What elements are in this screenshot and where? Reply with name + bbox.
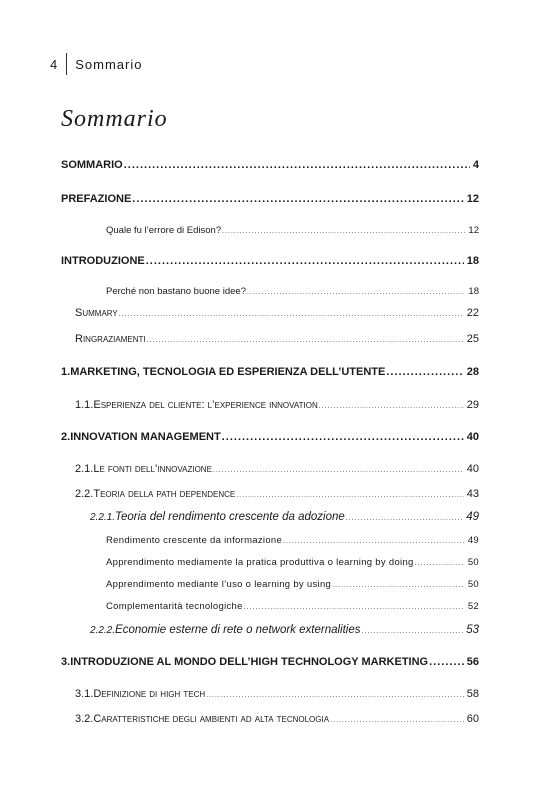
toc-entry-rendimento-informazione[interactable]: Rendimento crescente da informazione ..... 49 bbox=[106, 535, 479, 546]
toc-page-number: 29 bbox=[466, 399, 479, 411]
dot-leader bbox=[146, 255, 464, 267]
dot-leader bbox=[283, 538, 465, 545]
dot-leader bbox=[330, 717, 464, 724]
toc-entry-introduzione[interactable]: INTRODUZIONE ..... 18 bbox=[61, 255, 479, 267]
dot-leader bbox=[247, 289, 465, 296]
toc-entry-section-3-1[interactable]: 3.1. Definizione di high tech ..... 58 bbox=[75, 688, 479, 700]
toc-number: 2.2.2. bbox=[90, 625, 116, 636]
toc-entry-learning-by-using[interactable]: Apprendimento mediante l’uso o learning by using ..... 50 bbox=[106, 579, 479, 590]
toc-entry-section-2-2-1[interactable]: 2.2.1. Teoria del rendimento crescente da adozione ..... 49 bbox=[90, 511, 479, 523]
toc-page-number: 53 bbox=[466, 624, 479, 636]
toc-page-number: 12 bbox=[466, 193, 479, 205]
dot-leader bbox=[319, 403, 464, 410]
toc-entry-chapter-3[interactable]: 3. INTRODUZIONE AL MONDO DELL’HIGH TECHNOLOGY MARKETING ..... 56 bbox=[61, 656, 479, 668]
toc-number: 3.2. bbox=[75, 713, 94, 725]
toc-page-number: 52 bbox=[467, 601, 479, 612]
toc-entry-summary[interactable]: Summary ..... 22 bbox=[75, 307, 479, 319]
dot-leader bbox=[332, 582, 465, 589]
toc-page-number: 40 bbox=[466, 463, 479, 475]
toc-entry-prefazione[interactable]: PREFAZIONE ..... 12 bbox=[61, 193, 479, 205]
toc-page-number: 50 bbox=[467, 557, 479, 568]
toc-number: 3. bbox=[61, 656, 71, 668]
running-header-title: Sommario bbox=[75, 56, 143, 72]
page-number: 4 bbox=[50, 56, 59, 72]
toc-page-number: 25 bbox=[466, 333, 479, 345]
toc-entry-chapter-2[interactable]: 2. INNOVATION MANAGEMENT ..... 40 bbox=[61, 431, 479, 443]
dot-leader bbox=[386, 366, 463, 378]
dot-leader bbox=[222, 228, 465, 235]
toc-number: 2.2.1. bbox=[90, 512, 116, 523]
toc-page-number: 58 bbox=[466, 688, 479, 700]
toc-entry-section-1-1[interactable]: 1.1. Esperienza del cliente: l’experience innovation ..... 29 bbox=[75, 399, 479, 411]
toc-number: 2.2. bbox=[75, 488, 94, 500]
toc-page-number: 56 bbox=[466, 656, 479, 668]
toc-number: 1.1. bbox=[75, 399, 94, 411]
toc-page-number: 40 bbox=[466, 431, 479, 443]
toc-page-number: 60 bbox=[466, 713, 479, 725]
toc-number: 1. bbox=[61, 366, 71, 378]
toc-entry-section-3-2[interactable]: 3.2. Caratteristiche degli ambienti ad alta tecnologia ..... 60 bbox=[75, 713, 479, 725]
dot-leader bbox=[147, 337, 464, 344]
page-title: Sommario bbox=[61, 106, 168, 132]
dot-leader bbox=[236, 492, 464, 499]
dot-leader bbox=[206, 692, 464, 699]
toc-page-number: 50 bbox=[467, 579, 479, 590]
toc-page-number: 18 bbox=[466, 255, 479, 267]
toc-entry-ringraziamenti[interactable]: Ringraziamenti ..... 25 bbox=[75, 333, 479, 345]
dot-leader bbox=[415, 560, 465, 567]
toc-page-number: 4 bbox=[472, 159, 479, 171]
toc-page-number: 12 bbox=[468, 225, 479, 236]
toc-page-number: 43 bbox=[466, 488, 479, 500]
toc-entry-complementarita[interactable]: Complementarità tecnologiche ..... 52 bbox=[106, 601, 479, 612]
toc-number: 3.1. bbox=[75, 688, 94, 700]
toc-entry-learning-by-doing[interactable]: Apprendimento mediamente la pratica produttiva o learning by doing ..... 50 bbox=[106, 557, 479, 568]
dot-leader bbox=[429, 656, 464, 668]
dot-leader bbox=[222, 431, 464, 443]
toc-page-number: 28 bbox=[466, 366, 479, 378]
toc-entry-sommario[interactable]: SOMMARIO ..... 4 bbox=[61, 159, 479, 171]
toc-entry-section-2-1[interactable]: 2.1. Le fonti dell’innovazione ..... 40 bbox=[75, 463, 479, 475]
dot-leader bbox=[119, 311, 464, 318]
dot-leader bbox=[362, 628, 464, 635]
toc-entry-section-2-2[interactable]: 2.2. Teoria della path dependence ..... 43 bbox=[75, 488, 479, 500]
toc-page-number: 22 bbox=[466, 307, 479, 319]
dot-leader bbox=[213, 467, 464, 474]
dot-leader bbox=[244, 604, 465, 611]
toc-entry-errore-edison[interactable]: Quale fu l’errore di Edison? ..... 12 bbox=[106, 225, 479, 236]
toc-entry-chapter-1[interactable]: 1. MARKETING, TECNOLOGIA ED ESPERIENZA DELL’UTENTE ..... 28 bbox=[61, 366, 479, 378]
dot-leader bbox=[346, 515, 463, 522]
toc-page-number: 49 bbox=[466, 511, 479, 523]
toc-entry-buone-idee[interactable]: Perché non bastano buone idee? ..... 18 bbox=[106, 286, 479, 297]
dot-leader bbox=[124, 159, 470, 171]
toc-page-number: 18 bbox=[468, 286, 479, 297]
toc-page-number: 49 bbox=[467, 535, 479, 546]
toc-number: 2.1. bbox=[75, 463, 94, 475]
toc-entry-section-2-2-2[interactable]: 2.2.2. Economie esterne di rete o network externalities ..... 53 bbox=[90, 624, 479, 636]
toc-number: 2. bbox=[61, 431, 71, 443]
dot-leader bbox=[132, 193, 463, 205]
